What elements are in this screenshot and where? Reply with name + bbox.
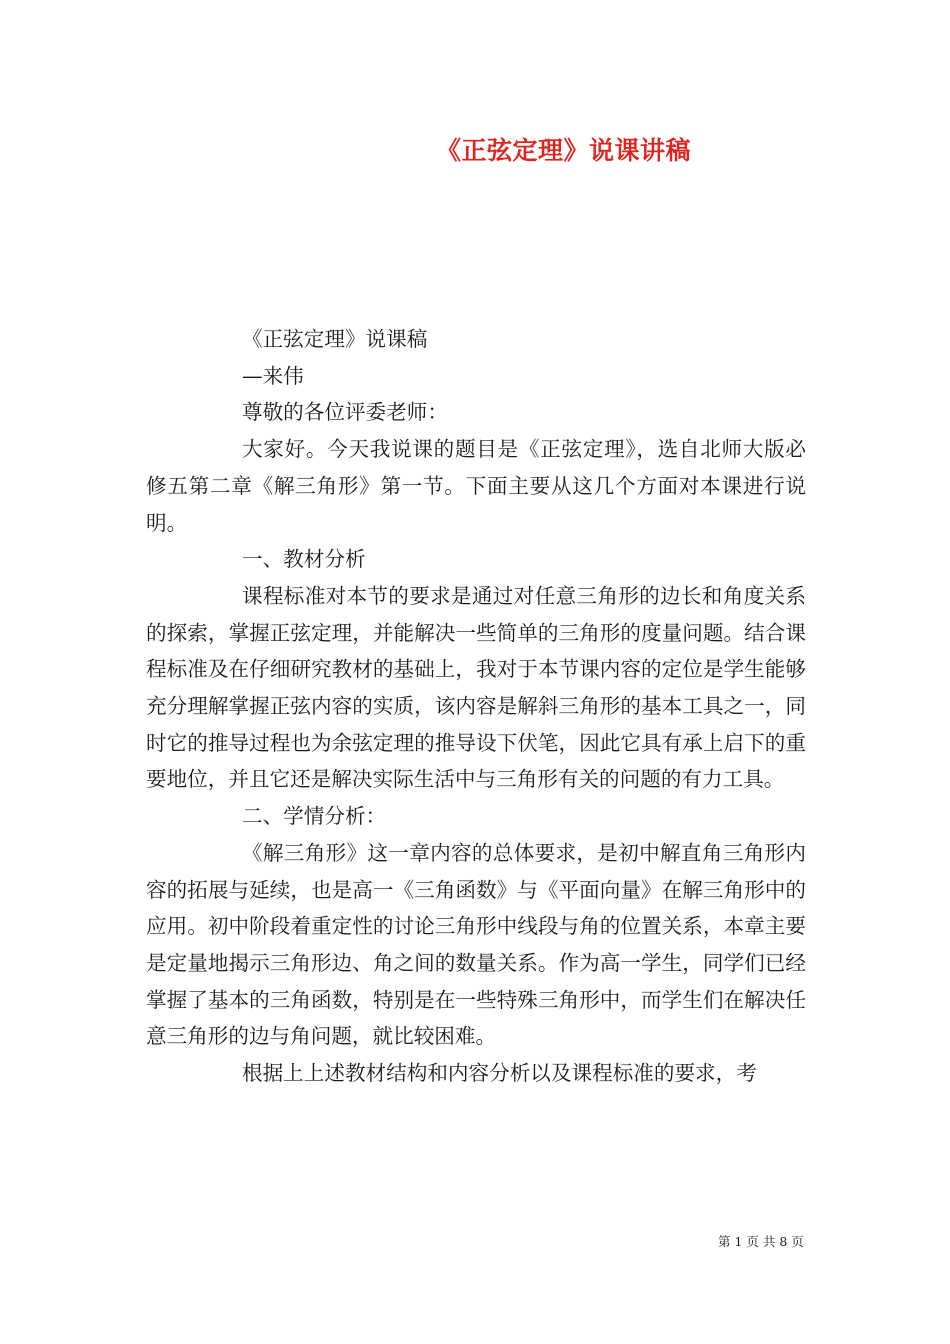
paragraph-student-analysis: 《解三角形》这一章内容的总体要求，是初中解直角三角形内容的拓展与延续，也是高一《三角函数》与《平面向量》在解三角形中的应用。初中阶段着重定性的讨论三角形中线段与角的位置关系，本章主要是定量地揭示三角形边、角之间的数量关系。作为高一学生，同学们已经掌握了基本的三角函数，特别是在一些特殊三角形中，而学生们在解决任意三角形的边与角问题，就比较困难。 [146, 840, 806, 1049]
paragraph-subtitle: 《正弦定理》说课稿 [242, 327, 428, 351]
paragraph-salutation: 尊敬的各位评委老师： [242, 400, 448, 425]
page-footer: 第 1 页 共 8 页 [718, 1234, 804, 1249]
paragraph-author: —来伟 [242, 363, 304, 388]
section-heading-textbook-analysis: 一、教材分析 [242, 547, 366, 572]
document-title: 《正弦定理》说课讲稿 [436, 136, 692, 165]
document-body [146, 321, 806, 1092]
paragraph-textbook-analysis: 课程标准对本节的要求是通过对任意三角形的边长和角度关系的探索，掌握正弦定理，并能解决一些简单的三角形的度量问题。结合课程标准及在仔细研究教材的基础上，我对于本节课内容的定位是学生能够充分理解掌握正弦内容的实质，该内容是解斜三角形的基本工具之一，同时它的推导过程也为余弦定理的推导设下伏笔，因此它具有承上启下的重要地位，并且它还是解决实际生活中与三角形有关的问题的有力工具。 [146, 583, 806, 792]
section-heading-student-analysis: 二、学情分析： [242, 804, 387, 829]
paragraph-continuation: 根据上上述教材结构和内容分析以及课程标准的要求，考 [242, 1061, 757, 1086]
paragraph-intro: 大家好。今天我说课的题目是《正弦定理》，选自北师大版必修五第二章《解三角形》第一节。下面主要从这几个方面对本课进行说明。 [146, 437, 806, 535]
